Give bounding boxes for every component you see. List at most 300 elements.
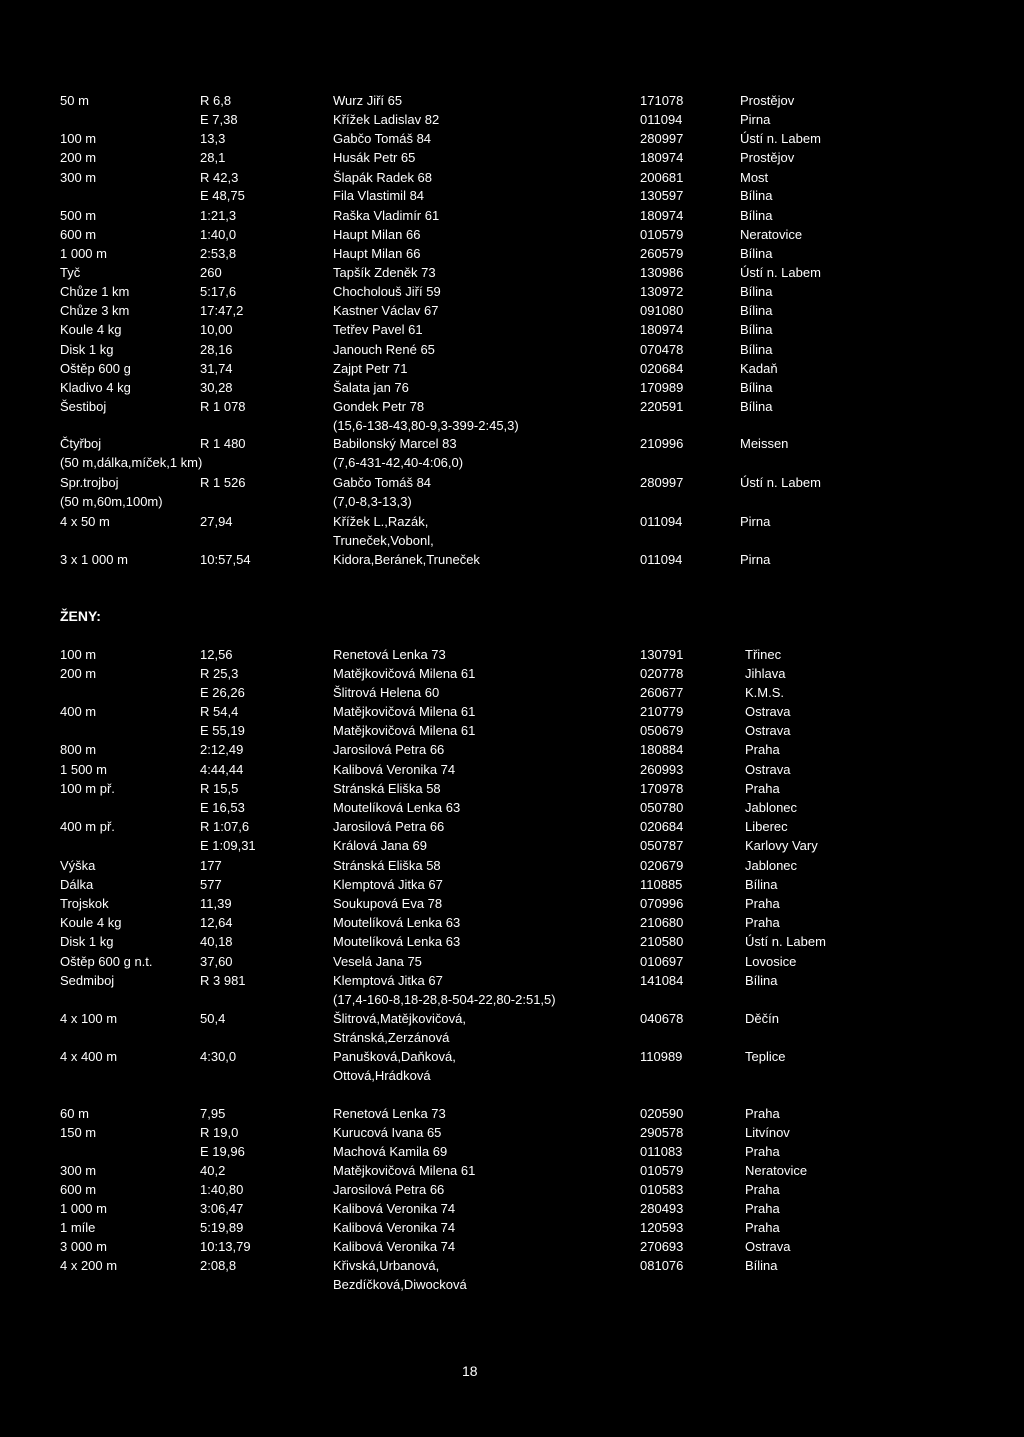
date-cell: 170978 xyxy=(640,781,684,796)
result-cell: 577 xyxy=(200,877,222,892)
venue-cell: Litvínov xyxy=(745,1125,790,1140)
record-row xyxy=(0,1066,1024,1085)
result-cell: E 7,38 xyxy=(200,112,238,127)
date-cell: 260993 xyxy=(640,762,684,777)
record-row xyxy=(0,817,1024,836)
athlete-cell: Matějkovičová Milena 61 xyxy=(333,704,476,719)
event-cell: 600 m xyxy=(60,1182,97,1197)
result-cell: 28,16 xyxy=(200,342,233,357)
athlete-cell: Renetová Lenka 73 xyxy=(333,1106,446,1121)
date-cell: 020684 xyxy=(640,361,684,376)
venue-cell: Bílina xyxy=(740,380,773,395)
venue-cell: Neratovice xyxy=(740,227,803,242)
athlete-cell: (15,6-138-43,80-9,3-399-2:45,3) xyxy=(333,418,519,433)
athlete-cell: Janouch René 65 xyxy=(333,342,435,357)
athlete-cell: Gabčo Tomáš 84 xyxy=(333,131,432,146)
venue-cell: Bílina xyxy=(740,284,773,299)
event-cell: Trojskok xyxy=(60,896,109,911)
record-row xyxy=(0,798,1024,817)
date-cell: 050787 xyxy=(640,838,684,853)
athlete-cell: (17,4-160-8,18-28,8-504-22,80-2:51,5) xyxy=(333,992,556,1007)
result-cell: R 1 526 xyxy=(200,475,246,490)
athlete-cell: Gondek Petr 78 xyxy=(333,399,425,414)
event-cell: Disk 1 kg xyxy=(60,342,114,357)
women-heading: ŽENY: xyxy=(60,608,101,624)
venue-cell: Ostrava xyxy=(745,762,791,777)
event-cell: Sedmiboj xyxy=(60,973,115,988)
record-row xyxy=(0,282,1024,301)
record-row xyxy=(0,225,1024,244)
venue-cell: Meissen xyxy=(740,436,789,451)
event-cell: 800 m xyxy=(60,742,97,757)
venue-cell: Bílina xyxy=(740,188,773,203)
venue-cell: Bílina xyxy=(740,303,773,318)
venue-cell: Praha xyxy=(745,896,780,911)
athlete-cell: Husák Petr 65 xyxy=(333,150,416,165)
result-cell: 2:12,49 xyxy=(200,742,244,757)
venue-cell: Ústí n. Labem xyxy=(745,934,826,949)
record-row xyxy=(0,1237,1024,1256)
record-row xyxy=(0,1104,1024,1123)
athlete-cell: Panušková,Daňková, xyxy=(333,1049,456,1064)
date-cell: 050780 xyxy=(640,800,684,815)
venue-cell: Praha xyxy=(745,781,780,796)
result-cell: 12,64 xyxy=(200,915,233,930)
record-row xyxy=(0,434,1024,453)
event-cell: 100 m př. xyxy=(60,781,115,796)
record-row xyxy=(0,416,1024,435)
date-cell: 220591 xyxy=(640,399,684,414)
result-cell: 10,00 xyxy=(200,322,233,337)
event-cell: 600 m xyxy=(60,227,97,242)
venue-cell: Bílina xyxy=(740,208,773,223)
record-row xyxy=(0,110,1024,129)
athlete-cell: Stránská,Zerzánová xyxy=(333,1030,450,1045)
event-cell: 200 m xyxy=(60,150,97,165)
event-cell: Oštěp 600 g xyxy=(60,361,131,376)
result-cell: 10:57,54 xyxy=(200,552,251,567)
venue-cell: Praha xyxy=(745,1144,780,1159)
result-cell: 5:17,6 xyxy=(200,284,237,299)
record-row xyxy=(0,683,1024,702)
record-row xyxy=(0,1142,1024,1161)
result-cell: R 19,0 xyxy=(200,1125,239,1140)
date-cell: 050679 xyxy=(640,723,684,738)
result-cell: R 6,8 xyxy=(200,93,232,108)
event-cell: 3 000 m xyxy=(60,1239,107,1254)
record-row xyxy=(0,1161,1024,1180)
date-cell: 020679 xyxy=(640,858,684,873)
result-cell: 12,56 xyxy=(200,647,233,662)
venue-cell: Bílina xyxy=(745,1258,778,1273)
event-cell: Chůze 1 km xyxy=(60,284,130,299)
date-cell: 040678 xyxy=(640,1011,684,1026)
record-row xyxy=(0,740,1024,759)
result-cell: 31,74 xyxy=(200,361,233,376)
venue-cell: Ostrava xyxy=(745,1239,791,1254)
athlete-cell: Kalibová Veronika 74 xyxy=(333,1220,456,1235)
record-row xyxy=(0,1256,1024,1275)
record-row xyxy=(0,512,1024,531)
record-row xyxy=(0,1199,1024,1218)
event-cell: 4 x 100 m xyxy=(60,1011,118,1026)
venue-cell: Bílina xyxy=(740,246,773,261)
event-cell: 4 x 400 m xyxy=(60,1049,118,1064)
event-cell: 4 x 200 m xyxy=(60,1258,118,1273)
date-cell: 011094 xyxy=(640,552,683,567)
date-cell: 110885 xyxy=(640,877,683,892)
athlete-cell: Fila Vlastimil 84 xyxy=(333,188,425,203)
athlete-cell: Kurucová Ivana 65 xyxy=(333,1125,442,1140)
athlete-cell: Matějkovičová Milena 61 xyxy=(333,1163,476,1178)
venue-cell: Jablonec xyxy=(745,858,798,873)
result-cell: 40,18 xyxy=(200,934,233,949)
athlete-cell: Šlapák Radek 68 xyxy=(333,170,433,185)
venue-cell: Ostrava xyxy=(745,704,791,719)
athlete-cell: (7,0-8,3-13,3) xyxy=(333,494,412,509)
event-cell: Dálka xyxy=(60,877,94,892)
result-cell: 30,28 xyxy=(200,380,233,395)
record-row xyxy=(0,1123,1024,1142)
venue-cell: Ústí n. Labem xyxy=(740,131,821,146)
athlete-cell: Chocholouš Jiří 59 xyxy=(333,284,441,299)
result-cell: E 19,96 xyxy=(200,1144,245,1159)
record-row xyxy=(0,473,1024,492)
record-row xyxy=(0,1047,1024,1066)
result-cell: 50,4 xyxy=(200,1011,226,1026)
athlete-cell: Šlitrová,Matějkovičová, xyxy=(333,1011,466,1026)
result-cell: E 1:09,31 xyxy=(200,838,256,853)
result-cell: R 54,4 xyxy=(200,704,239,719)
date-cell: 260579 xyxy=(640,246,684,261)
athlete-cell: Machová Kamila 69 xyxy=(333,1144,448,1159)
result-cell: 1:40,80 xyxy=(200,1182,244,1197)
venue-cell: Praha xyxy=(745,1220,780,1235)
athlete-cell: Ottová,Hrádková xyxy=(333,1068,431,1083)
result-cell: 13,3 xyxy=(200,131,226,146)
venue-cell: Pirna xyxy=(740,514,771,529)
record-row xyxy=(0,340,1024,359)
date-cell: 011094 xyxy=(640,112,683,127)
event-cell: Chůze 3 km xyxy=(60,303,130,318)
athlete-cell: Křížek Ladislav 82 xyxy=(333,112,440,127)
event-cell: Kladivo 4 kg xyxy=(60,380,131,395)
venue-cell: Bílina xyxy=(740,399,773,414)
date-cell: 081076 xyxy=(640,1258,684,1273)
venue-cell: Bílina xyxy=(745,877,778,892)
event-cell: Oštěp 600 g n.t. xyxy=(60,954,153,969)
venue-cell: Lovosice xyxy=(745,954,797,969)
result-cell: 1:21,3 xyxy=(200,208,237,223)
event-cell: Disk 1 kg xyxy=(60,934,114,949)
venue-cell: Pirna xyxy=(740,552,771,567)
venue-cell: K.M.S. xyxy=(745,685,785,700)
event-cell: 200 m xyxy=(60,666,97,681)
athlete-cell: Babilonský Marcel 83 xyxy=(333,436,457,451)
record-row xyxy=(0,1180,1024,1199)
athlete-cell: Králová Jana 69 xyxy=(333,838,427,853)
record-row xyxy=(0,359,1024,378)
date-cell: 200681 xyxy=(640,170,684,185)
athlete-cell: Haupt Milan 66 xyxy=(333,246,421,261)
record-row xyxy=(0,1009,1024,1028)
date-cell: 070478 xyxy=(640,342,684,357)
event-cell: Čtyřboj xyxy=(60,436,102,451)
record-row xyxy=(0,168,1024,187)
result-cell: 4:44,44 xyxy=(200,762,244,777)
result-cell: E 55,19 xyxy=(200,723,245,738)
result-cell: 3:06,47 xyxy=(200,1201,244,1216)
athlete-cell: Tapšík Zdeněk 73 xyxy=(333,265,436,280)
athlete-cell: Matějkovičová Milena 61 xyxy=(333,723,476,738)
athlete-cell: Wurz Jiří 65 xyxy=(333,93,403,108)
athlete-cell: (7,6-431-42,40-4:06,0) xyxy=(333,455,464,470)
date-cell: 070996 xyxy=(640,896,684,911)
record-row xyxy=(0,453,1024,472)
event-cell: Výška xyxy=(60,858,96,873)
venue-cell: Prostějov xyxy=(740,93,795,108)
athlete-cell: Soukupová Eva 78 xyxy=(333,896,443,911)
event-cell: 1 míle xyxy=(60,1220,96,1235)
result-cell: 2:53,8 xyxy=(200,246,237,261)
venue-cell: Neratovice xyxy=(745,1163,808,1178)
venue-cell: Prostějov xyxy=(740,150,795,165)
event-cell: 400 m př. xyxy=(60,819,115,834)
event-cell: 400 m xyxy=(60,704,97,719)
venue-cell: Ostrava xyxy=(745,723,791,738)
event-cell: 3 x 1 000 m xyxy=(60,552,128,567)
record-row xyxy=(0,779,1024,798)
athlete-cell: Jarosilová Petra 66 xyxy=(333,819,445,834)
record-row xyxy=(0,550,1024,569)
record-row xyxy=(0,397,1024,416)
record-row xyxy=(0,971,1024,990)
date-cell: 110989 xyxy=(640,1049,683,1064)
result-cell: R 1:07,6 xyxy=(200,819,250,834)
result-cell: E 26,26 xyxy=(200,685,245,700)
date-cell: 260677 xyxy=(640,685,684,700)
result-cell: 10:13,79 xyxy=(200,1239,251,1254)
event-cell: 150 m xyxy=(60,1125,97,1140)
date-cell: 171078 xyxy=(640,93,684,108)
record-row xyxy=(0,378,1024,397)
date-cell: 010583 xyxy=(640,1182,684,1197)
athlete-cell: Kidora,Beránek,Truneček xyxy=(333,552,480,567)
athlete-cell: Matějkovičová Milena 61 xyxy=(333,666,476,681)
record-row xyxy=(0,91,1024,110)
event-cell: 100 m xyxy=(60,131,97,146)
athlete-cell: Kalibová Veronika 74 xyxy=(333,1201,456,1216)
date-cell: 010579 xyxy=(640,227,684,242)
athlete-cell: Kastner Václav 67 xyxy=(333,303,439,318)
record-row xyxy=(0,301,1024,320)
event-cell: (50 m,dálka,míček,1 km) xyxy=(60,455,203,470)
athlete-cell: Křížek L.,Razák, xyxy=(333,514,429,529)
date-cell: 280997 xyxy=(640,131,684,146)
date-cell: 141084 xyxy=(640,973,684,988)
venue-cell: Bílina xyxy=(740,342,773,357)
venue-cell: Jablonec xyxy=(745,800,798,815)
venue-cell: Most xyxy=(740,170,769,185)
athlete-cell: Zajpt Petr 71 xyxy=(333,361,408,376)
event-cell: Šestiboj xyxy=(60,399,107,414)
event-cell: 4 x 50 m xyxy=(60,514,110,529)
record-row xyxy=(0,875,1024,894)
athlete-cell: Renetová Lenka 73 xyxy=(333,647,446,662)
date-cell: 210996 xyxy=(640,436,684,451)
record-row xyxy=(0,894,1024,913)
date-cell: 130597 xyxy=(640,188,684,203)
event-cell: Koule 4 kg xyxy=(60,915,122,930)
venue-cell: Praha xyxy=(745,1201,780,1216)
record-row xyxy=(0,913,1024,932)
date-cell: 011094 xyxy=(640,514,683,529)
record-row xyxy=(0,760,1024,779)
result-cell: 2:08,8 xyxy=(200,1258,237,1273)
result-cell: E 16,53 xyxy=(200,800,245,815)
date-cell: 010579 xyxy=(640,1163,684,1178)
athlete-cell: Stránská Eliška 58 xyxy=(333,858,441,873)
record-row xyxy=(0,664,1024,683)
record-row xyxy=(0,856,1024,875)
event-cell: 100 m xyxy=(60,647,97,662)
venue-cell: Praha xyxy=(745,1106,780,1121)
athlete-cell: Moutelíková Lenka 63 xyxy=(333,934,461,949)
athlete-cell: Raška Vladimír 61 xyxy=(333,208,440,223)
date-cell: 180884 xyxy=(640,742,684,757)
result-cell: 17:47,2 xyxy=(200,303,244,318)
athlete-cell: Gabčo Tomáš 84 xyxy=(333,475,432,490)
result-cell: 260 xyxy=(200,265,222,280)
date-cell: 180974 xyxy=(640,150,684,165)
record-row xyxy=(0,263,1024,282)
event-cell: 1 000 m xyxy=(60,1201,107,1216)
athlete-cell: Klemptová Jitka 67 xyxy=(333,877,443,892)
record-row xyxy=(0,206,1024,225)
event-cell: 300 m xyxy=(60,170,97,185)
venue-cell: Pirna xyxy=(740,112,771,127)
record-row xyxy=(0,1218,1024,1237)
date-cell: 280493 xyxy=(640,1201,684,1216)
athlete-cell: Moutelíková Lenka 63 xyxy=(333,915,461,930)
result-cell: 40,2 xyxy=(200,1163,226,1178)
venue-cell: Kadaň xyxy=(740,361,778,376)
date-cell: 180974 xyxy=(640,208,684,223)
venue-cell: Bílina xyxy=(745,973,778,988)
event-cell: 1 500 m xyxy=(60,762,107,777)
date-cell: 270693 xyxy=(640,1239,684,1254)
event-cell: (50 m,60m,100m) xyxy=(60,494,163,509)
athlete-cell: Kalibová Veronika 74 xyxy=(333,762,456,777)
venue-cell: Ústí n. Labem xyxy=(740,265,821,280)
date-cell: 120593 xyxy=(640,1220,684,1235)
date-cell: 210779 xyxy=(640,704,684,719)
venue-cell: Liberec xyxy=(745,819,788,834)
date-cell: 170989 xyxy=(640,380,684,395)
date-cell: 210580 xyxy=(640,934,684,949)
date-cell: 010697 xyxy=(640,954,684,969)
record-row xyxy=(0,186,1024,205)
result-cell: R 15,5 xyxy=(200,781,239,796)
athlete-cell: Veselá Jana 75 xyxy=(333,954,422,969)
result-cell: R 3 981 xyxy=(200,973,246,988)
athlete-cell: Kalibová Veronika 74 xyxy=(333,1239,456,1254)
date-cell: 130791 xyxy=(640,647,684,662)
event-cell: Spr.trojboj xyxy=(60,475,119,490)
date-cell: 091080 xyxy=(640,303,684,318)
event-cell: 300 m xyxy=(60,1163,97,1178)
record-row xyxy=(0,531,1024,550)
result-cell: 177 xyxy=(200,858,222,873)
result-cell: 1:40,0 xyxy=(200,227,237,242)
date-cell: 290578 xyxy=(640,1125,684,1140)
event-cell: 50 m xyxy=(60,93,89,108)
venue-cell: Třinec xyxy=(745,647,782,662)
athlete-cell: Šalata jan 76 xyxy=(333,380,409,395)
venue-cell: Karlovy Vary xyxy=(745,838,818,853)
result-cell: 7,95 xyxy=(200,1106,226,1121)
record-row xyxy=(0,952,1024,971)
athlete-cell: Jarosilová Petra 66 xyxy=(333,1182,445,1197)
record-row xyxy=(0,990,1024,1009)
event-cell: 1 000 m xyxy=(60,246,107,261)
event-cell: 60 m xyxy=(60,1106,89,1121)
result-cell: 11,39 xyxy=(200,896,232,911)
record-row xyxy=(0,129,1024,148)
date-cell: 130972 xyxy=(640,284,684,299)
result-cell: E 48,75 xyxy=(200,188,245,203)
athlete-cell: Šlitrová Helena 60 xyxy=(333,685,440,700)
event-cell: Koule 4 kg xyxy=(60,322,122,337)
date-cell: 011083 xyxy=(640,1144,683,1159)
date-cell: 180974 xyxy=(640,322,684,337)
date-cell: 130986 xyxy=(640,265,684,280)
date-cell: 020684 xyxy=(640,819,684,834)
result-cell: R 25,3 xyxy=(200,666,239,681)
event-cell: 500 m xyxy=(60,208,97,223)
record-row xyxy=(0,1028,1024,1047)
record-row xyxy=(0,721,1024,740)
venue-cell: Ústí n. Labem xyxy=(740,475,821,490)
athlete-cell: Bezdíčková,Diwocková xyxy=(333,1277,467,1292)
record-row xyxy=(0,836,1024,855)
venue-cell: Teplice xyxy=(745,1049,786,1064)
date-cell: 020590 xyxy=(640,1106,684,1121)
date-cell: 280997 xyxy=(640,475,684,490)
record-row xyxy=(0,244,1024,263)
venue-cell: Praha xyxy=(745,1182,780,1197)
result-cell: 28,1 xyxy=(200,150,226,165)
athlete-cell: Křivská,Urbanová, xyxy=(333,1258,440,1273)
result-cell: 27,94 xyxy=(200,514,233,529)
date-cell: 210680 xyxy=(640,915,684,930)
result-cell: R 1 480 xyxy=(200,436,246,451)
venue-cell: Děčín xyxy=(745,1011,779,1026)
event-cell: Tyč xyxy=(60,265,81,280)
venue-cell: Praha xyxy=(745,915,780,930)
result-cell: R 42,3 xyxy=(200,170,239,185)
record-row xyxy=(0,492,1024,511)
venue-cell: Bílina xyxy=(740,322,773,337)
result-cell: 37,60 xyxy=(200,954,233,969)
venue-cell: Praha xyxy=(745,742,780,757)
athlete-cell: Haupt Milan 66 xyxy=(333,227,421,242)
record-row xyxy=(0,645,1024,664)
record-row xyxy=(0,932,1024,951)
record-row xyxy=(0,320,1024,339)
venue-cell: Jihlava xyxy=(745,666,786,681)
athlete-cell: Moutelíková Lenka 63 xyxy=(333,800,461,815)
